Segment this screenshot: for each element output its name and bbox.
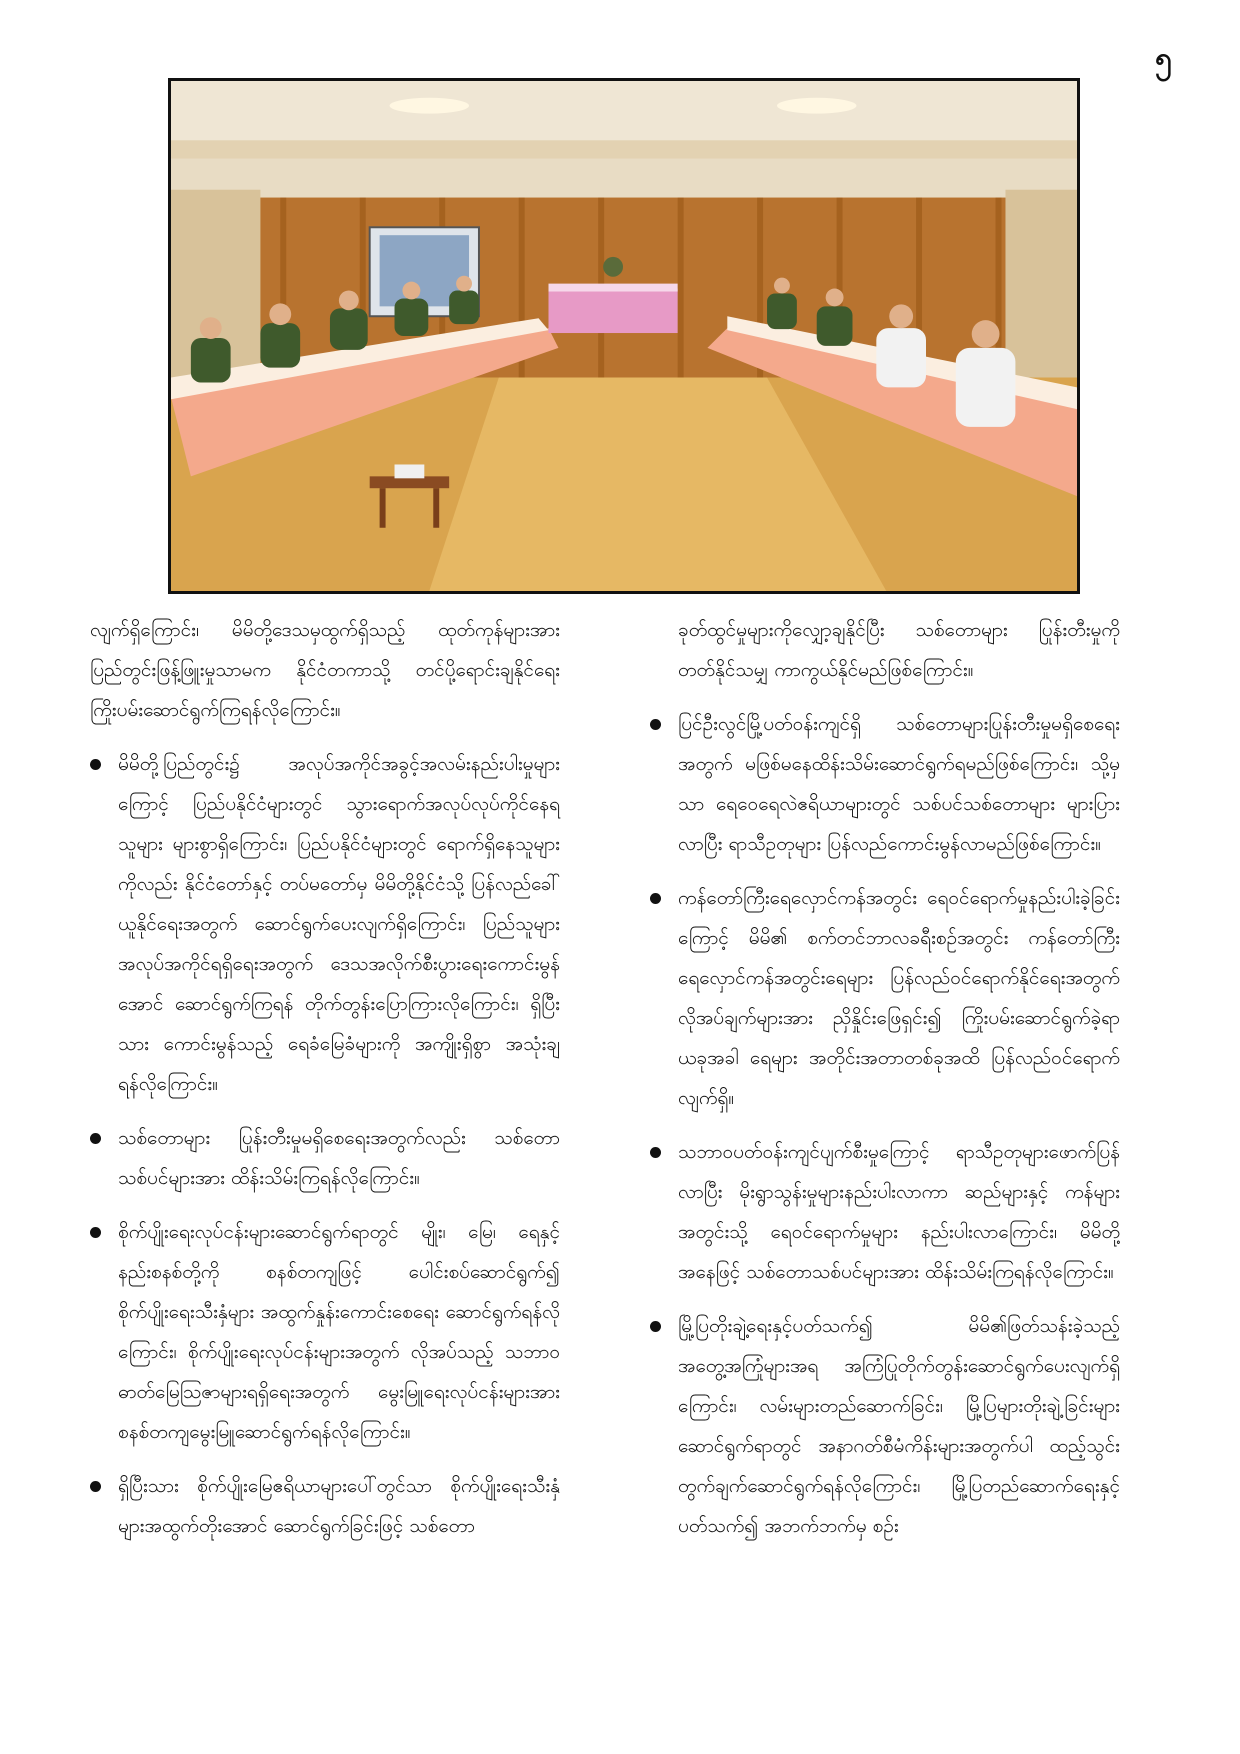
bullet-item: ကန်တော်ကြီးရေလှောင်ကန်အတွင်း ရေဝင်ရောက်မှုနည်းပါးခဲ့ခြင်းကြောင့် မိမိ၏ စက်တင်ဘာလခရီးစဉ်အတွင်း ကန်တော်ကြီးရေလှောင်ကန်အတွင်းရေများ ပြန်လည်ဝင်ရောက်နိုင်ရေးအတွက် လိုအပ်ချက်များအား ညှိနှိုင်းဖြေရှင်း၍ ကြိုးပမ်းဆောင်ရွက်ခဲ့ရာ ယခုအခါ ရေများ အတိုင်းအတာတစ်ခုအထိ ပြန်လည်ဝင်ရောက်လျက်ရှိ။ <box>650 878 1120 1118</box>
bullet-item: မြို့ပြတိုးချဲ့ရေးနှင့်ပတ်သက်၍ မိမိ၏ဖြတ်သန်းခဲ့သည့် အတွေ့အကြုံများအရ အကြံပြုတိုက်တွန်းဆောင်ရွက်ပေးလျက်ရှိကြောင်း၊ လမ်းများတည်ဆောက်ခြင်း၊ မြို့ပြများတိုးချဲ့ခြင်းများဆောင်ရွက်ရာတွင် အနာဂတ်စီမံကိန်းများအတွက်ပါ ထည့်သွင်းတွက်ချက်ဆောင်ရွက်ရန်လိုကြောင်း၊ မြို့ပြတည်ဆောက်ရေးနှင့်ပတ်သက်၍ အဘက်ဘက်မှ စဉ်း <box>650 1306 1120 1546</box>
meeting-photo-illustration <box>171 81 1077 591</box>
bullet-item: ပြင်ဦးလွင်မြို့ပတ်ဝန်းကျင်ရှိ သစ်တောများပြုန်းတီးမှုမရှိစေရေးအတွက် မဖြစ်မနေထိန်းသိမ်းဆောင်ရွက်ရမည်ဖြစ်ကြောင်း၊ သို့မှသာ ရေဝေရေလဲဧရိယာများတွင် သစ်ပင်သစ်တောများ များပြားလာပြီး ရာသီဥတုများ ပြန်လည်ကောင်းမွန်လာမည်ဖြစ်ကြောင်း။ <box>650 704 1120 864</box>
left-intro-paragraph: လျက်ရှိကြောင်း၊ မိမိတို့ဒေသမှထွက်ရှိသည့် ထုတ်ကုန်များအား ပြည်တွင်းဖြန့်ဖြူးမှုသာမက နိုင်ငံတကာသို့ တင်ပို့ရောင်းချနိုင်ရေး ကြိုးပမ်းဆောင်ရွက်ကြရန်လိုကြောင်း။ <box>90 619 560 721</box>
bullet-item: စိုက်ပျိုးရေးလုပ်ငန်းများဆောင်ရွက်ရာတွင် မျိုး၊ မြေ၊ ရေနှင့် နည်းစနစ်တို့ကို စနစ်တကျဖြင့် ပေါင်းစပ်ဆောင်ရွက်၍ စိုက်ပျိုးရေးသီးနှံများ အထွက်နှုန်းကောင်းစေရေး ဆောင်ရွက်ရန်လိုကြောင်း၊ စိုက်ပျိုးရေးလုပ်ငန်းများအတွက် လိုအပ်သည့် သဘာဝဓာတ်မြေဩဇာများရရှိရေးအတွက် မွေးမြူရေးလုပ်ငန်းများအား စနစ်တကျမွေးမြူဆောင်ရွက်ရန်လိုကြောင်း။ <box>90 1212 560 1452</box>
right-column <box>650 610 1120 1560</box>
right-intro-paragraph: ခုတ်ထွင်မှုများကိုလျှော့ချနိုင်ပြီး သစ်တောများ ပြုန်းတီးမှုကိုတတ်နိုင်သမျှ ကာကွယ်နိုင်မည်ဖြစ်ကြောင်း။ <box>678 619 1120 681</box>
meeting-room-photo <box>168 78 1080 594</box>
page-number: ၅ <box>1155 41 1172 76</box>
bullet-item: သဘာဝပတ်ဝန်းကျင်ပျက်စီးမှုကြောင့် ရာသီဥတုများဖောက်ပြန်လာပြီး မိုးရွာသွန်းမှုများနည်းပါးလာကာ ဆည်များနှင့် ကန်များအတွင်းသို့ ရေဝင်ရောက်မှုများ နည်းပါးလာကြောင်း၊ မိမိတို့အနေဖြင့် သစ်တောသစ်ပင်များအား ထိန်းသိမ်းကြရန်လိုကြောင်း။ <box>650 1132 1120 1292</box>
bullet-item: သစ်တောများ ပြုန်းတီးမှုမရှိစေရေးအတွက်လည်း သစ်တောသစ်ပင်များအား ထိန်းသိမ်းကြရန်လိုကြောင်း။ <box>90 1118 560 1198</box>
bullet-item: ရှိပြီးသား စိုက်ပျိုးမြေဧရိယာများပေါ်တွင်သာ စိုက်ပျိုးရေးသီးနှံများအထွက်တိုးအောင် ဆောင်ရွက်ခြင်းဖြင့် သစ်တော <box>90 1466 560 1546</box>
left-column <box>90 610 560 1560</box>
bullet-item: မိမိတို့ပြည်တွင်း၌ အလုပ်အကိုင်အခွင့်အလမ်းနည်းပါးမှုများကြောင့် ပြည်ပနိုင်ငံများတွင် သွားရောက်အလုပ်လုပ်ကိုင်နေရသူများ များစွာရှိကြောင်း၊ ပြည်ပနိုင်ငံများတွင် ရောက်ရှိနေသူများကိုလည်း နိုင်ငံတော်နှင့် တပ်မတော်မှ မိမိတို့နိုင်ငံသို့ ပြန်လည်ခေါ်ယူနိုင်ရေးအတွက် ဆောင်ရွက်ပေးလျက်ရှိကြောင်း၊ ပြည်သူများအလုပ်အကိုင်ရရှိရေးအတွက် ဒေသအလိုက်စီးပွားရေးကောင်းမွန်အောင် ဆောင်ရွက်ကြရန် တိုက်တွန်းပြောကြားလိုကြောင်း၊ ရှိပြီးသား ကောင်းမွန်သည့် ရေခံမြေခံများကို အကျိုးရှိစွာ အသုံးချရန်လိုကြောင်း။ <box>90 744 560 1104</box>
